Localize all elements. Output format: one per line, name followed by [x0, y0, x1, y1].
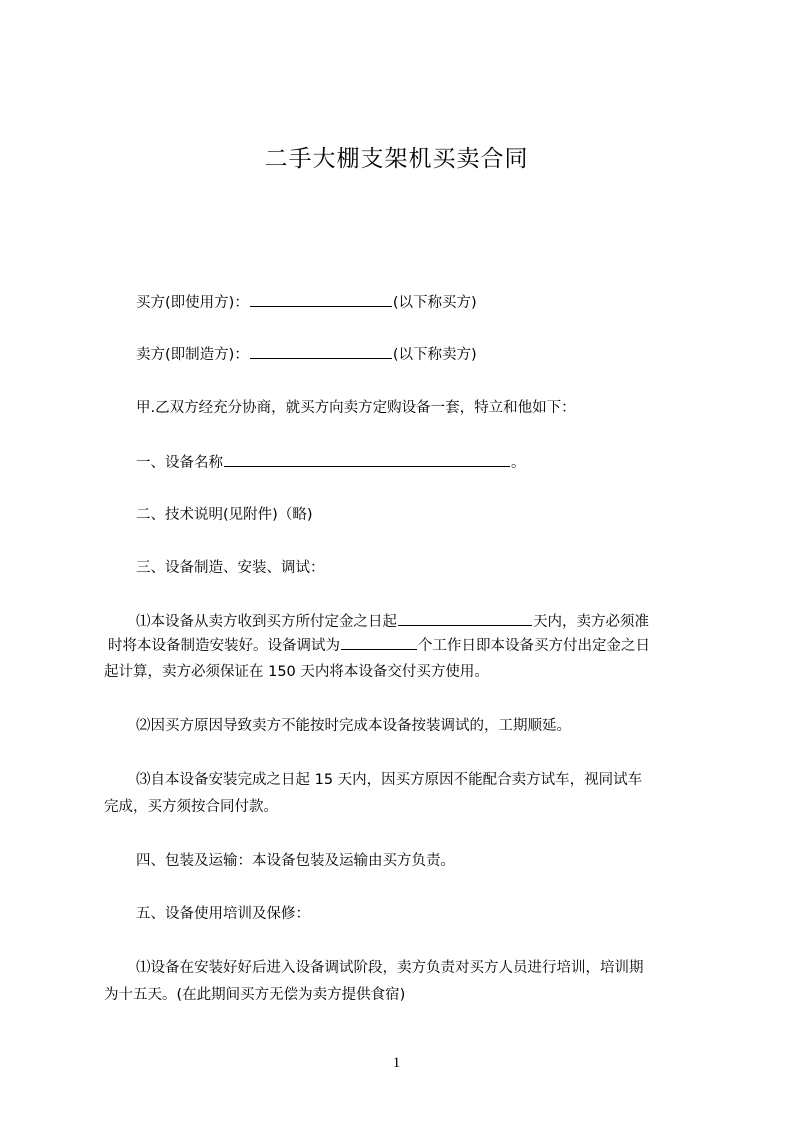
- buyer-blank: [250, 292, 392, 307]
- manufacture-item1-text-a: ⑴本设备从卖方收到买方所付定金之日起: [136, 614, 397, 630]
- manufacture-item3-line2: 完成，买方须按合同付款。: [104, 799, 278, 815]
- manufacture-item1-text-b: 天内，卖方必须准: [533, 614, 649, 630]
- buyer-label: 买方(即使用方)：: [136, 295, 249, 311]
- days-blank: [398, 611, 532, 626]
- equipment-name-end: 。: [511, 455, 526, 471]
- training-item1-line2: 为十五天。(在此期间买方无偿为卖方提供食宿): [104, 987, 406, 1003]
- seller-line: [136, 344, 477, 365]
- manufacture-item3-line1: ⑶自本设备安装完成之日起 15 天内，因买方原因不能配合卖方试车，视同试车: [136, 772, 643, 788]
- seller-label: 卖方(即制造方)：: [136, 347, 249, 363]
- buyer-suffix: (以下称买方): [392, 295, 477, 311]
- page-number: 1: [392, 1055, 401, 1071]
- seller-suffix: (以下称卖方): [392, 347, 477, 363]
- workdays-blank: [341, 635, 417, 650]
- manufacture-item1-line3: 起计算，卖方必须保证在 150 天内将本设备交付买方使用。: [104, 664, 489, 680]
- section-manufacture-heading: 三、设备制造、安装、调试：: [136, 560, 325, 576]
- manufacture-item1-text-d: 个工作日即本设备买方付出定金之日: [418, 638, 650, 654]
- section-packaging: 四、包装及运输：本设备包装及运输由买方负责。: [136, 853, 455, 869]
- section-tech-spec: 二、技术说明(见附件)（略): [136, 507, 313, 523]
- equipment-name-blank: [224, 452, 510, 467]
- buyer-line: [136, 292, 477, 313]
- manufacture-item1-text-c: 时将本设备制造安装好。设备调试为: [108, 638, 340, 654]
- manufacture-item1-line2: [108, 635, 650, 656]
- manufacture-item2: ⑵因买方原因导致卖方不能按时完成本设备按装调试的，工期顺延。: [136, 718, 571, 734]
- seller-blank: [250, 344, 392, 359]
- section-equipment-name: [136, 452, 526, 473]
- manufacture-item1-line1: [136, 611, 649, 632]
- section-training-heading: 五、设备使用培训及保修：: [136, 906, 310, 922]
- equipment-name-label: 一、设备名称: [136, 455, 223, 471]
- training-item1-line1: ⑴设备在安装好好后进入设备调试阶段，卖方负责对买方人员进行培训，培训期: [136, 960, 644, 976]
- intro-paragraph: 甲.乙双方经充分协商，就买方向卖方定购设备一套，特立和他如下：: [136, 400, 576, 416]
- document-title: 二手大棚支架机买卖合同: [264, 146, 529, 172]
